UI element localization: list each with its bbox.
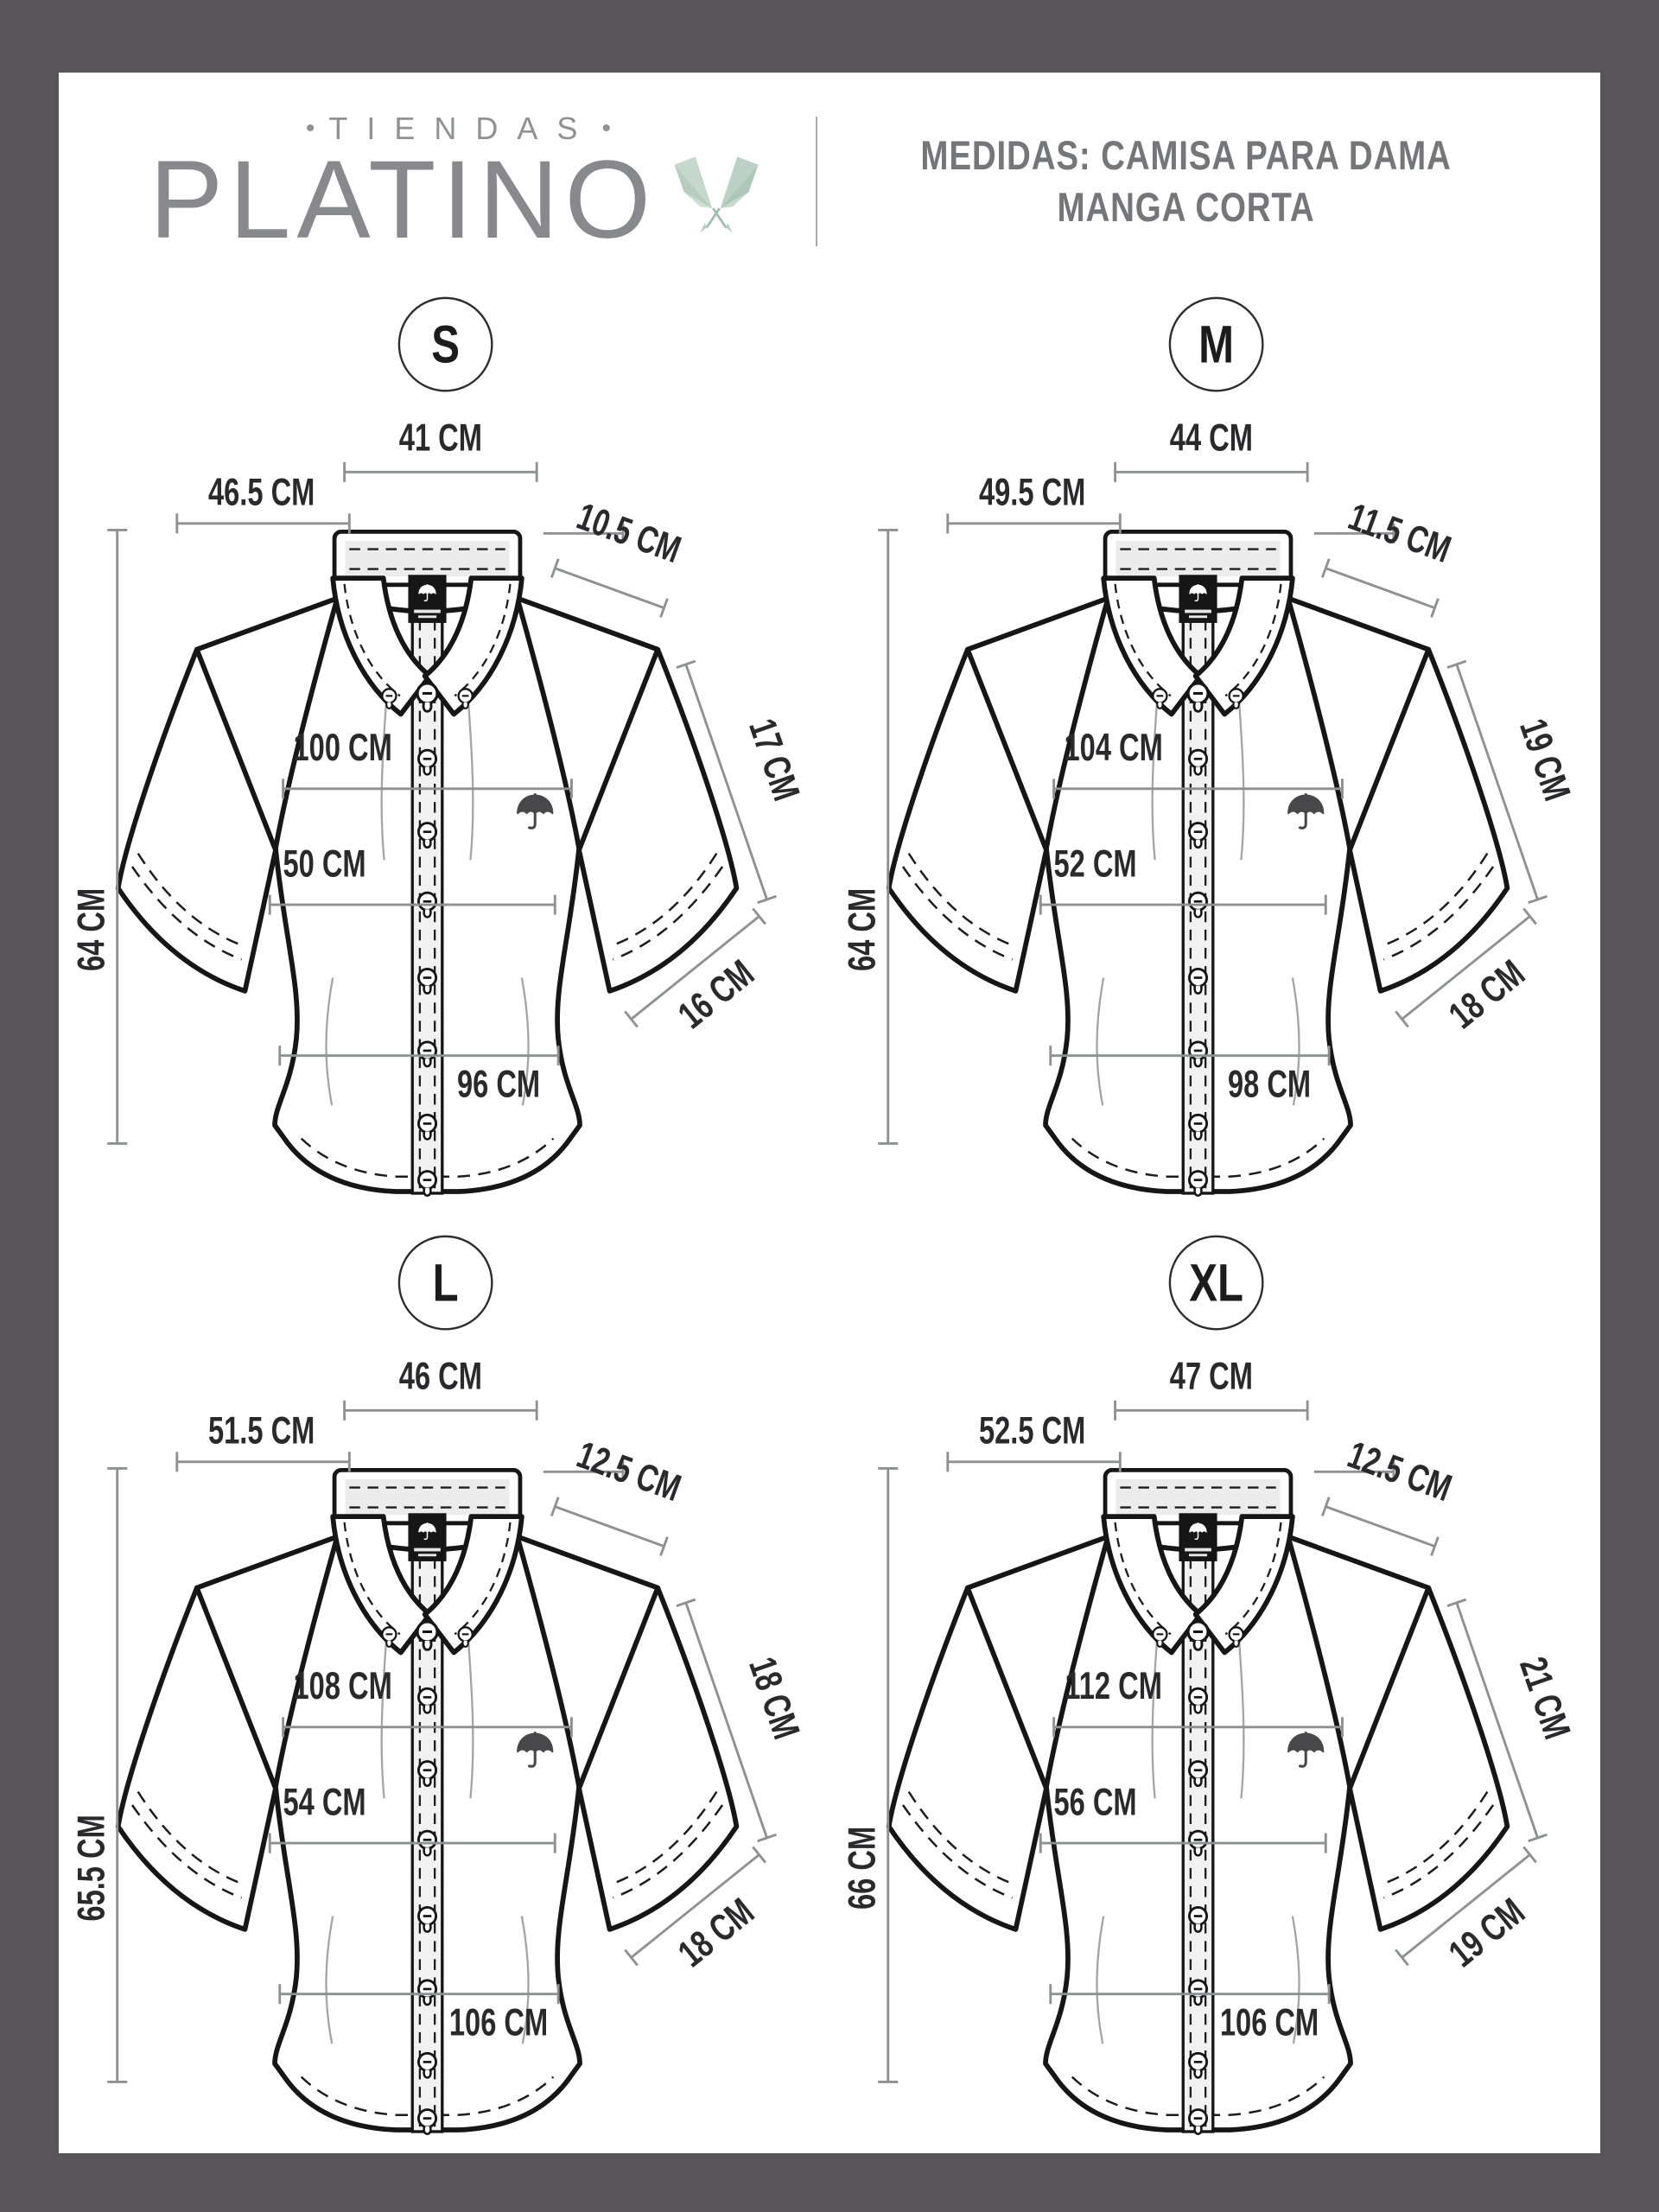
hip-label: 98 CM	[1228, 1064, 1312, 1106]
size-badge	[1170, 298, 1262, 391]
size-badge	[1170, 1236, 1262, 1329]
dot-icon: •	[601, 114, 611, 143]
shirt-drawing	[118, 531, 737, 1195]
front-width-label: 50 CM	[283, 842, 366, 886]
dot-icon: •	[305, 114, 315, 143]
shirt-drawing	[889, 531, 1508, 1195]
chest-label: 112 CM	[1065, 1665, 1163, 1708]
size-panel-s	[71, 275, 817, 1213]
shoulder-width-label: 49.5 CM	[979, 472, 1086, 514]
shoulder-to-sleeve-label: 12.5 CM	[571, 1433, 687, 1510]
collar-width-label: 46 CM	[399, 1355, 483, 1398]
size-panel-m	[842, 275, 1587, 1213]
total-length-label: 64 CM	[71, 887, 113, 971]
total-length-label: 65.5 CM	[71, 1815, 113, 1922]
header	[59, 73, 1600, 275]
size-badge-label: S	[431, 315, 461, 374]
brand-name: PLATINO	[149, 138, 658, 262]
shirt-drawing	[118, 1470, 737, 2133]
front-width-label: 54 CM	[283, 1781, 366, 1824]
sleeve-opening-label: 19 CM	[1441, 1890, 1534, 1976]
sleeve-opening-label: 18 CM	[671, 1890, 763, 1976]
front-width-label: 56 CM	[1053, 1781, 1137, 1824]
hip-label: 106 CM	[449, 2002, 549, 2044]
sleeve-opening-label: 18 CM	[1441, 951, 1534, 1038]
size-badge	[399, 1236, 492, 1329]
hip-label: 96 CM	[457, 1064, 541, 1106]
collar-width-label: 41 CM	[399, 416, 483, 460]
shoulder-to-sleeve-label: 11.5 CM	[1343, 495, 1457, 572]
sleeve-opening-label: 16 CM	[671, 951, 763, 1038]
size-panel-l	[71, 1213, 817, 2152]
size-badge-label: M	[1198, 315, 1235, 374]
size-badge-label: XL	[1189, 1253, 1244, 1313]
shoulder-width-label: 51.5 CM	[208, 1410, 315, 1452]
size-badge	[399, 298, 492, 391]
hip-label: 106 CM	[1220, 2002, 1319, 2044]
total-length-label: 66 CM	[842, 1826, 884, 1910]
sleeve-length-label: 19 CM	[1511, 713, 1579, 806]
shoulder-to-sleeve-label: 10.5 CM	[571, 495, 687, 572]
shoulder-to-sleeve-label: 12.5 CM	[1342, 1433, 1458, 1510]
butterfly-icon	[665, 149, 767, 245]
size-grid	[59, 275, 1600, 2153]
chest-label: 104 CM	[1064, 727, 1164, 770]
collar-width-label: 47 CM	[1170, 1355, 1254, 1398]
sleeve-length-label: 18 CM	[741, 1651, 808, 1745]
front-width-label: 52 CM	[1053, 842, 1137, 886]
shirt-drawing	[889, 1470, 1508, 2133]
chest-label: 100 CM	[293, 727, 393, 770]
title-line-2: MANGA CORTA	[1057, 184, 1315, 230]
size-panel-xl	[842, 1213, 1587, 2152]
chest-label: 108 CM	[293, 1665, 393, 1708]
page-title	[862, 130, 1510, 233]
header-divider	[816, 117, 817, 246]
sleeve-length-label: 17 CM	[741, 713, 808, 806]
total-length-label: 64 CM	[842, 887, 884, 971]
size-badge-label: L	[432, 1253, 459, 1313]
sleeve-length-label: 21 CM	[1511, 1651, 1579, 1745]
shoulder-width-label: 52.5 CM	[979, 1410, 1086, 1452]
brand-top-text: TIENDAS	[328, 111, 597, 146]
title-line-1: MEDIDAS: CAMISA PARA DAMA	[920, 132, 1452, 178]
page	[59, 73, 1600, 2153]
collar-width-label: 44 CM	[1170, 416, 1254, 460]
shoulder-width-label: 46.5 CM	[208, 472, 315, 514]
brand-logo	[149, 111, 767, 262]
